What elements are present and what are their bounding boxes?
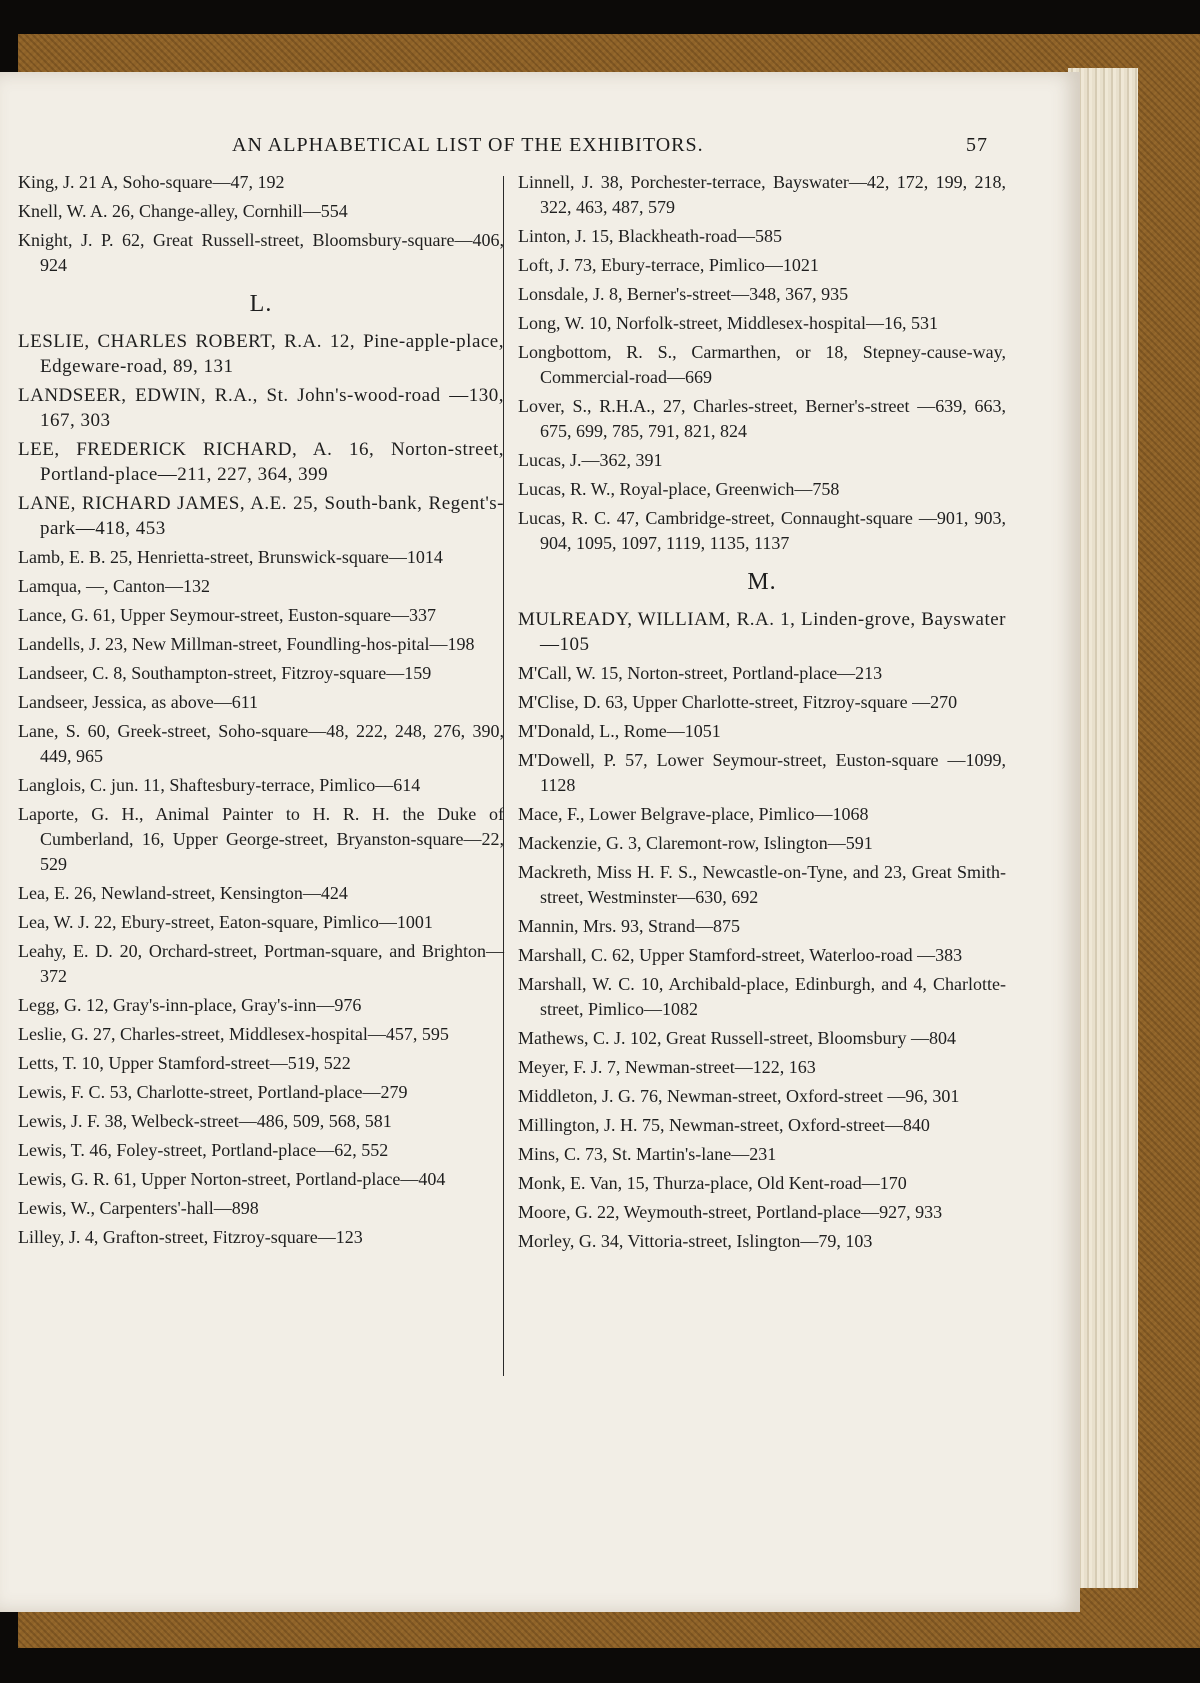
left-column <box>18 170 504 1254</box>
academician-entry: MULREADY, WILLIAM, R.A. 1, Linden-grove, Bayswater—105 <box>518 609 1006 655</box>
academician-entry: LANE, RICHARD JAMES, A.E. 25, South-bank, Regent's-park—418, 453 <box>18 493 504 539</box>
exhibitor-entry: Mins, C. 73, St. Martin's-lane—231 <box>518 1144 777 1164</box>
exhibitor-entry: Leahy, E. D. 20, Orchard-street, Portman-square, and Brighton—372 <box>18 941 504 986</box>
exhibitor-entry: Mannin, Mrs. 93, Strand—875 <box>518 916 740 936</box>
exhibitor-entry: Lewis, F. C. 53, Charlotte-street, Portland-place—279 <box>18 1082 408 1102</box>
academician-entry: LEE, FREDERICK RICHARD, A. 16, Norton-street, Portland-place—211, 227, 364, 399 <box>18 439 504 485</box>
exhibitor-entry: Mackenzie, G. 3, Claremont-row, Islington—591 <box>518 833 873 853</box>
exhibitor-entry: Lewis, T. 46, Foley-street, Portland-place—62, 552 <box>18 1140 389 1160</box>
exhibitor-entry: Lewis, J. F. 38, Welbeck-street—486, 509, 568, 581 <box>18 1111 392 1131</box>
exhibitor-entry: Knight, J. P. 62, Great Russell-street, Bloomsbury-square—406, 924 <box>18 230 504 275</box>
exhibitor-entry: M'Donald, L., Rome—1051 <box>518 721 721 741</box>
section-letter: L. <box>249 291 273 317</box>
exhibitor-entry: M'Dowell, P. 57, Lower Seymour-street, Euston-square —1099, 1128 <box>518 750 1006 795</box>
exhibitor-entry: Mace, F., Lower Belgrave-place, Pimlico—1068 <box>518 804 869 824</box>
exhibitor-entry: Landseer, Jessica, as above—611 <box>18 692 259 712</box>
exhibitor-entry: Mackreth, Miss H. F. S., Newcastle-on-Tyne, and 23, Great Smith-street, Westminster—630, 692 <box>518 862 1006 907</box>
running-header <box>0 134 1080 164</box>
exhibitor-entry: Marshall, W. C. 10, Archibald-place, Edinburgh, and 4, Charlotte-street, Pimlico—1082 <box>518 974 1006 1019</box>
exhibitor-entry: Morley, G. 34, Vittoria-street, Islington—79, 103 <box>518 1231 873 1251</box>
exhibitor-entry: Moore, G. 22, Weymouth-street, Portland-place—927, 933 <box>518 1202 943 1222</box>
exhibitor-entry: Linnell, J. 38, Porchester-terrace, Bayswater—42, 172, 199, 218, 322, 463, 487, 579 <box>518 172 1006 217</box>
exhibitor-entry: Lover, S., R.H.A., 27, Charles-street, Berner's-street —639, 663, 675, 699, 785, 791, 821, 824 <box>518 396 1006 441</box>
exhibitor-entry: Laporte, G. H., Animal Painter to H. R. H. the Duke of Cumberland, 16, Upper George-street, Bryanston-square—22, 529 <box>18 804 504 874</box>
exhibitor-entry: Lea, W. J. 22, Ebury-street, Eaton-square, Pimlico—1001 <box>18 912 433 932</box>
exhibitor-entry: Lane, S. 60, Greek-street, Soho-square—48, 222, 248, 276, 390, 449, 965 <box>18 721 504 766</box>
header-title: AN ALPHABETICAL LIST OF THE EXHIBITORS. <box>232 134 704 156</box>
exhibitor-entry: Monk, E. Van, 15, Thurza-place, Old Kent-road—170 <box>518 1173 907 1193</box>
exhibitor-entry: Lewis, G. R. 61, Upper Norton-street, Portland-place—404 <box>18 1169 446 1189</box>
exhibitor-entry: Lonsdale, J. 8, Berner's-street—348, 367, 935 <box>518 284 849 304</box>
exhibitor-entry: Longbottom, R. S., Carmarthen, or 18, Stepney-cause-way, Commercial-road—669 <box>518 342 1006 387</box>
exhibitor-entry: Letts, T. 10, Upper Stamford-street—519, 522 <box>18 1053 351 1073</box>
exhibitor-entry: Leslie, G. 27, Charles-street, Middlesex-hospital—457, 595 <box>18 1024 449 1044</box>
exhibitor-entry: Millington, J. H. 75, Newman-street, Oxford-street—840 <box>518 1115 930 1135</box>
exhibitor-entry: Knell, W. A. 26, Change-alley, Cornhill—554 <box>18 201 348 221</box>
section-letter: M. <box>747 569 777 595</box>
exhibitor-entry: Landells, J. 23, New Millman-street, Foundling-hos-pital—198 <box>18 634 475 654</box>
exhibitor-entry: Lance, G. 61, Upper Seymour-street, Euston-square—337 <box>18 605 437 625</box>
exhibitor-entry: Marshall, C. 62, Upper Stamford-street, Waterloo-road —383 <box>518 945 963 965</box>
exhibitor-entry: Mathews, C. J. 102, Great Russell-street, Bloomsbury —804 <box>518 1028 956 1048</box>
page-number: 57 <box>966 134 988 156</box>
exhibitor-entry: M'Call, W. 15, Norton-street, Portland-place—213 <box>518 663 883 683</box>
exhibitor-entry: Loft, J. 73, Ebury-terrace, Pimlico—1021 <box>518 255 819 275</box>
exhibitor-entry: Linton, J. 15, Blackheath-road—585 <box>518 226 782 246</box>
exhibitor-entry: Lucas, R. C. 47, Cambridge-street, Connaught-square —901, 903, 904, 1095, 1097, 1119, 1135, 1137 <box>518 508 1006 553</box>
exhibitor-entry: Legg, G. 12, Gray's-inn-place, Gray's-inn—976 <box>18 995 362 1015</box>
academician-entry: LANDSEER, EDWIN, R.A., St. John's-wood-road —130, 167, 303 <box>18 385 504 431</box>
exhibitor-entry: Lilley, J. 4, Grafton-street, Fitzroy-square—123 <box>18 1227 363 1247</box>
right-column <box>518 170 1006 1258</box>
exhibitor-entry: Long, W. 10, Norfolk-street, Middlesex-hospital—16, 531 <box>518 313 938 333</box>
exhibitor-entry: Lamqua, —, Canton—132 <box>18 576 210 596</box>
exhibitor-entry: Langlois, C. jun. 11, Shaftesbury-terrace, Pimlico—614 <box>18 775 421 795</box>
exhibitor-entry: Lamb, E. B. 25, Henrietta-street, Brunswick-square—1014 <box>18 547 443 567</box>
exhibitor-entry: M'Clise, D. 63, Upper Charlotte-street, Fitzroy-square —270 <box>518 692 958 712</box>
exhibitor-entry: Meyer, F. J. 7, Newman-street—122, 163 <box>518 1057 816 1077</box>
exhibitor-entry: Lea, E. 26, Newland-street, Kensington—424 <box>18 883 348 903</box>
exhibitor-entry: Lewis, W., Carpenters'-hall—898 <box>18 1198 259 1218</box>
exhibitor-entry: Landseer, C. 8, Southampton-street, Fitzroy-square—159 <box>18 663 432 683</box>
exhibitor-entry: Lucas, J.—362, 391 <box>518 450 663 470</box>
exhibitor-entry: Lucas, R. W., Royal-place, Greenwich—758 <box>518 479 840 499</box>
exhibitor-entry: Middleton, J. G. 76, Newman-street, Oxford-street —96, 301 <box>518 1086 960 1106</box>
academician-entry: LESLIE, CHARLES ROBERT, R.A. 12, Pine-apple-place, Edgeware-road, 89, 131 <box>18 331 504 377</box>
exhibitor-entry: King, J. 21 A, Soho-square—47, 192 <box>18 172 285 192</box>
